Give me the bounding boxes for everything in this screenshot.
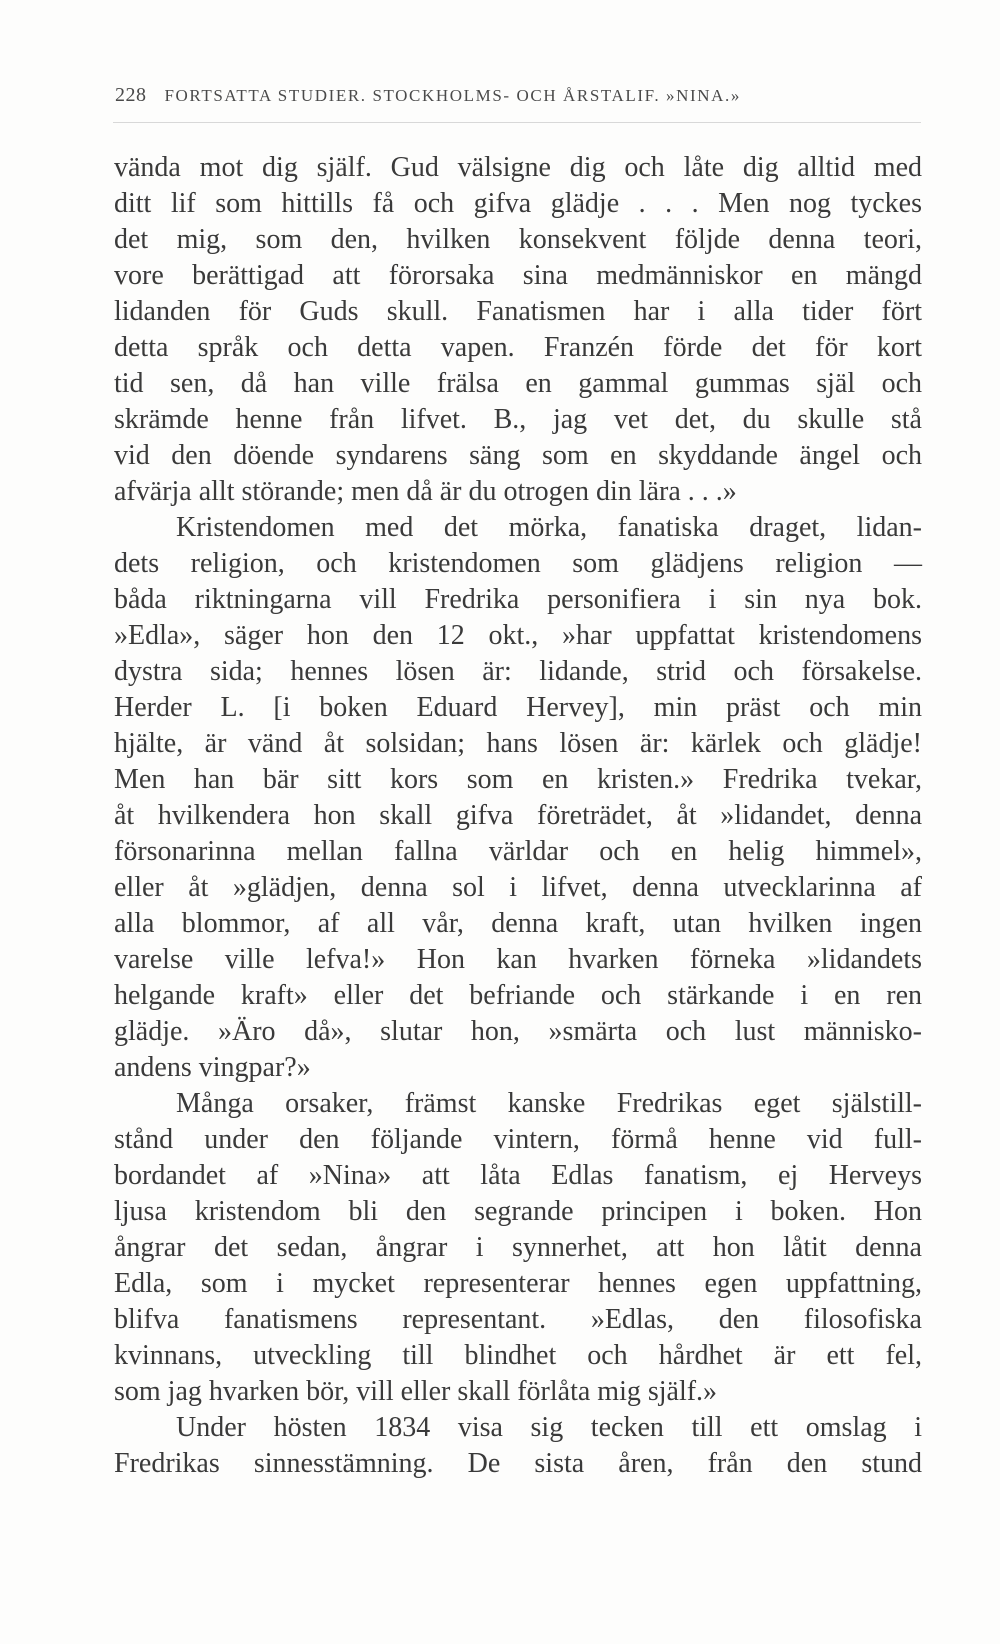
text-line: ljusa kristendom bli den segrande principen i boken. Hon [114, 1196, 922, 1227]
text-line-paragraph-start: Många orsaker, främst kanske Fredrikas eget själstill- [176, 1088, 922, 1119]
text-line: vända mot dig själf. Gud välsigne dig och låte dig alltid med [114, 152, 922, 183]
text-line: hjälte, är vänd åt solsidan; hans lösen är: kärlek och glädje! [114, 728, 922, 759]
text-line: ditt lif som hittills få och gifva glädje . . . Men nog tyckes [114, 188, 922, 219]
text-line: åt hvilkendera hon skall gifva företrädet, åt »lidandet, denna [114, 800, 922, 831]
text-line: blifva fanatismens representant. »Edlas, den filosofiska [114, 1304, 922, 1335]
text-line: detta språk och detta vapen. Franzén förde det för kort [114, 332, 922, 363]
text-line: som jag hvarken bör, vill eller skall förlåta mig själf.» [114, 1376, 718, 1407]
text-line: vore berättigad att förorsaka sina medmänniskor en mängd [114, 260, 922, 291]
text-line: bordandet af »Nina» att låta Edlas fanatism, ej Herveys [114, 1160, 922, 1191]
text-line: Men han bär sitt kors som en kristen.» Fredrika tvekar, [114, 764, 922, 795]
text-line: stånd under den följande vintern, förmå henne vid full- [114, 1124, 922, 1155]
body-text [114, 150, 922, 1482]
text-line: lidanden för Guds skull. Fanatismen har i alla tider fört [114, 296, 922, 327]
running-head [115, 84, 915, 110]
text-line-paragraph-start: Under hösten 1834 visa sig tecken till ett omslag i [176, 1412, 922, 1443]
text-line: vid den döende syndarens säng som en skyddande ängel och [114, 440, 922, 471]
text-line: det mig, som den, hvilken konsekvent följde denna teori, [114, 224, 922, 255]
text-line: afvärja allt störande; men då är du otrogen din lära . . .» [114, 476, 737, 507]
text-line: glädje. »Äro då», slutar hon, »smärta och lust människo- [114, 1016, 922, 1047]
text-line: eller åt »glädjen, denna sol i lifvet, denna utvecklarinna af [114, 872, 922, 903]
text-line: Herder L. [i boken Eduard Hervey], min präst och min [114, 692, 922, 723]
text-line: ångrar det sedan, ångrar i synnerhet, att hon låtit denna [114, 1232, 922, 1263]
text-line: alla blommor, af all vår, denna kraft, utan hvilken ingen [114, 908, 922, 939]
text-line: tid sen, då han ville frälsa en gammal gummas själ och [114, 368, 922, 399]
text-line: dets religion, och kristendomen som glädjens religion — [114, 548, 922, 579]
text-line: försonarinna mellan fallna världar och en helig himmel», [114, 836, 922, 867]
text-line: varelse ville lefva!» Hon kan hvarken förneka »lidandets [114, 944, 922, 975]
text-line: båda riktningarna vill Fredrika personifiera i sin nya bok. [114, 584, 922, 615]
header-rule [113, 122, 921, 123]
text-line: »Edla», säger hon den 12 okt., »har uppfattat kristendomens [114, 620, 922, 651]
text-line: andens vingpar?» [114, 1052, 311, 1083]
text-line: dystra sida; hennes lösen är: lidande, strid och försakelse. [114, 656, 922, 687]
text-line: Fredrikas sinnesstämning. De sista åren, från den stund [114, 1448, 922, 1479]
running-title: FORTSATTA STUDIER. STOCKHOLMS- OCH ÅRSTALIF. »NINA.» [164, 86, 741, 105]
text-line: kvinnans, utveckling till blindhet och hårdhet är ett fel, [114, 1340, 922, 1371]
page-number: 228 [115, 84, 147, 106]
text-line-paragraph-start: Kristendomen med det mörka, fanatiska draget, lidan- [176, 512, 922, 543]
text-line: skrämde henne från lifvet. B., jag vet det, du skulle stå [114, 404, 922, 435]
text-line: helgande kraft» eller det befriande och stärkande i en ren [114, 980, 922, 1011]
text-line: Edla, som i mycket representerar hennes egen uppfattning, [114, 1268, 922, 1299]
